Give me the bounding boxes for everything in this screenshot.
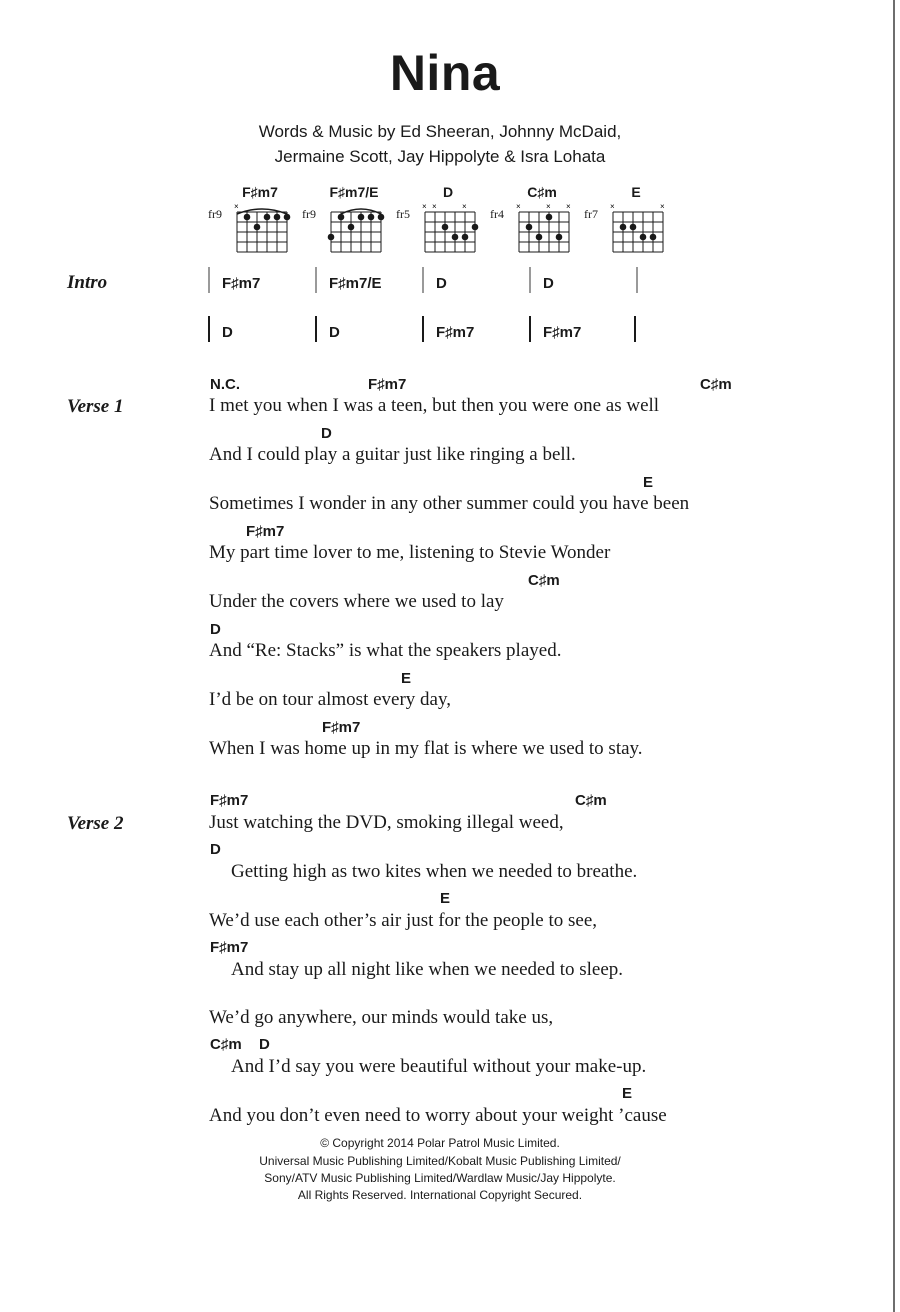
chord-symbol: F♯m7 — [322, 719, 361, 736]
bar-line — [636, 267, 638, 293]
lyric-line: I met you when I was a teen, but then you were one as well — [209, 395, 660, 416]
intro-chord: F♯m7 — [543, 324, 582, 341]
chord-symbol: F♯m7 — [246, 523, 285, 540]
chord-symbol: C♯m — [528, 572, 560, 589]
lyric-line: And “Re: Stacks” is what the speakers played. — [209, 640, 562, 661]
chord-symbol: E — [440, 890, 451, 907]
fretboard-grid — [326, 202, 386, 254]
lyric-line: Sometimes I wonder in any other summer could you have been — [209, 493, 690, 514]
svg-text:×: × — [432, 202, 437, 211]
chord-diagram-name: D — [442, 184, 454, 200]
lyric-line: When I was home up in my flat is where we used to stay. — [209, 738, 643, 759]
chord-diagram-name: E — [631, 184, 641, 200]
section-label-verse-1: Verse 1 — [67, 396, 124, 417]
copyright-line: Sony/ATV Music Publishing Limited/Wardlaw Music/Jay Hippolyte. — [264, 1171, 616, 1185]
chord-symbol: N.C. — [210, 376, 240, 393]
svg-text:×: × — [462, 202, 467, 211]
bar-line — [529, 267, 531, 293]
bar-line — [208, 316, 210, 342]
svg-text:×: × — [516, 202, 521, 211]
page-edge — [893, 0, 895, 1312]
intro-chord: D — [329, 324, 340, 341]
fretboard-grid — [608, 202, 668, 254]
chord-diagram — [584, 184, 668, 254]
bar-line — [634, 316, 636, 342]
copyright-line: Universal Music Publishing Limited/Kobalt Music Publishing Limited/ — [259, 1154, 621, 1168]
svg-text:×: × — [234, 202, 239, 211]
section-label-intro: Intro — [67, 272, 108, 293]
fretboard-grid — [420, 202, 480, 254]
chord-symbol: E — [401, 670, 412, 687]
svg-text:×: × — [422, 202, 427, 211]
intro-chord: D — [543, 275, 554, 292]
fret-label: fr9 — [208, 207, 222, 221]
copyright-line: © Copyright 2014 Polar Patrol Music Limited. — [320, 1136, 560, 1150]
section-label-verse-2: Verse 2 — [67, 813, 124, 834]
lyric-line: And stay up all night like when we needed to sleep. — [231, 959, 624, 980]
chord-symbol: C♯m — [210, 1036, 242, 1053]
chord-symbol: C♯m — [700, 376, 732, 393]
intro-chord: F♯m7/E — [329, 275, 382, 292]
chord-diagram-name: F♯m7/E — [329, 184, 379, 200]
bar-line — [315, 316, 317, 342]
svg-text:×: × — [566, 202, 571, 211]
lyric-line: Getting high as two kites when we needed to breathe. — [231, 861, 638, 882]
lyric-line: My part time lover to me, listening to Stevie Wonder — [209, 542, 611, 563]
bar-line — [529, 316, 531, 342]
intro-chord: F♯m7 — [436, 324, 475, 341]
chord-symbol: F♯m7 — [210, 939, 249, 956]
bar-line — [422, 316, 424, 342]
chord-symbol: E — [622, 1085, 633, 1102]
chord-diagram — [490, 184, 574, 254]
lyric-line: And you don’t even need to worry about your weight ’cause — [209, 1105, 667, 1126]
svg-text:×: × — [610, 202, 615, 211]
bar-line — [422, 267, 424, 293]
lyric-line: Under the covers where we used to lay — [209, 591, 504, 612]
chord-symbol: C♯m — [575, 792, 607, 809]
chord-symbol: D — [321, 425, 332, 442]
lyric-line: And I’d say you were beautiful without your make-up. — [231, 1056, 647, 1077]
svg-text:×: × — [660, 202, 665, 211]
chord-symbol: D — [210, 841, 221, 858]
chord-diagram-name: F♯m7 — [242, 184, 278, 200]
intro-chord: F♯m7 — [222, 275, 261, 292]
fretboard-grid — [514, 202, 574, 254]
fret-label: fr4 — [490, 207, 504, 221]
fret-label: fr9 — [302, 207, 316, 221]
lyric-line: And I could play a guitar just like ringing a bell. — [209, 444, 576, 465]
fret-label: fr7 — [584, 207, 598, 221]
bar-line — [315, 267, 317, 293]
chord-diagram-name: C♯m — [527, 184, 557, 200]
intro-chord: D — [222, 324, 233, 341]
chord-diagram — [208, 184, 292, 254]
fretboard-grid — [232, 202, 292, 254]
credits-line-1: Words & Music by Ed Sheeran, Johnny McDaid, — [258, 122, 622, 141]
lyric-line: We’d go anywhere, our minds would take us, — [209, 1007, 554, 1028]
lyric-line: We’d use each other’s air just for the people to see, — [209, 910, 598, 931]
chord-diagram — [396, 184, 480, 254]
bar-line — [208, 267, 210, 293]
svg-text:×: × — [546, 202, 551, 211]
song-title: Nina — [389, 45, 501, 101]
chord-symbol: E — [643, 474, 654, 491]
lyric-line: Just watching the DVD, smoking illegal weed, — [209, 812, 564, 833]
lyric-line: I’d be on tour almost every day, — [209, 689, 451, 710]
chord-diagram — [302, 184, 386, 254]
fret-label: fr5 — [396, 207, 410, 221]
intro-chord: D — [436, 275, 447, 292]
credits-line-2: Jermaine Scott, Jay Hippolyte & Isra Lohata — [274, 147, 606, 166]
copyright-line: All Rights Reserved. International Copyright Secured. — [297, 1188, 583, 1202]
chord-symbol: D — [210, 621, 221, 638]
chord-symbol: F♯m7 — [210, 792, 249, 809]
chord-symbol: F♯m7 — [368, 376, 407, 393]
chord-symbol: D — [259, 1036, 270, 1053]
